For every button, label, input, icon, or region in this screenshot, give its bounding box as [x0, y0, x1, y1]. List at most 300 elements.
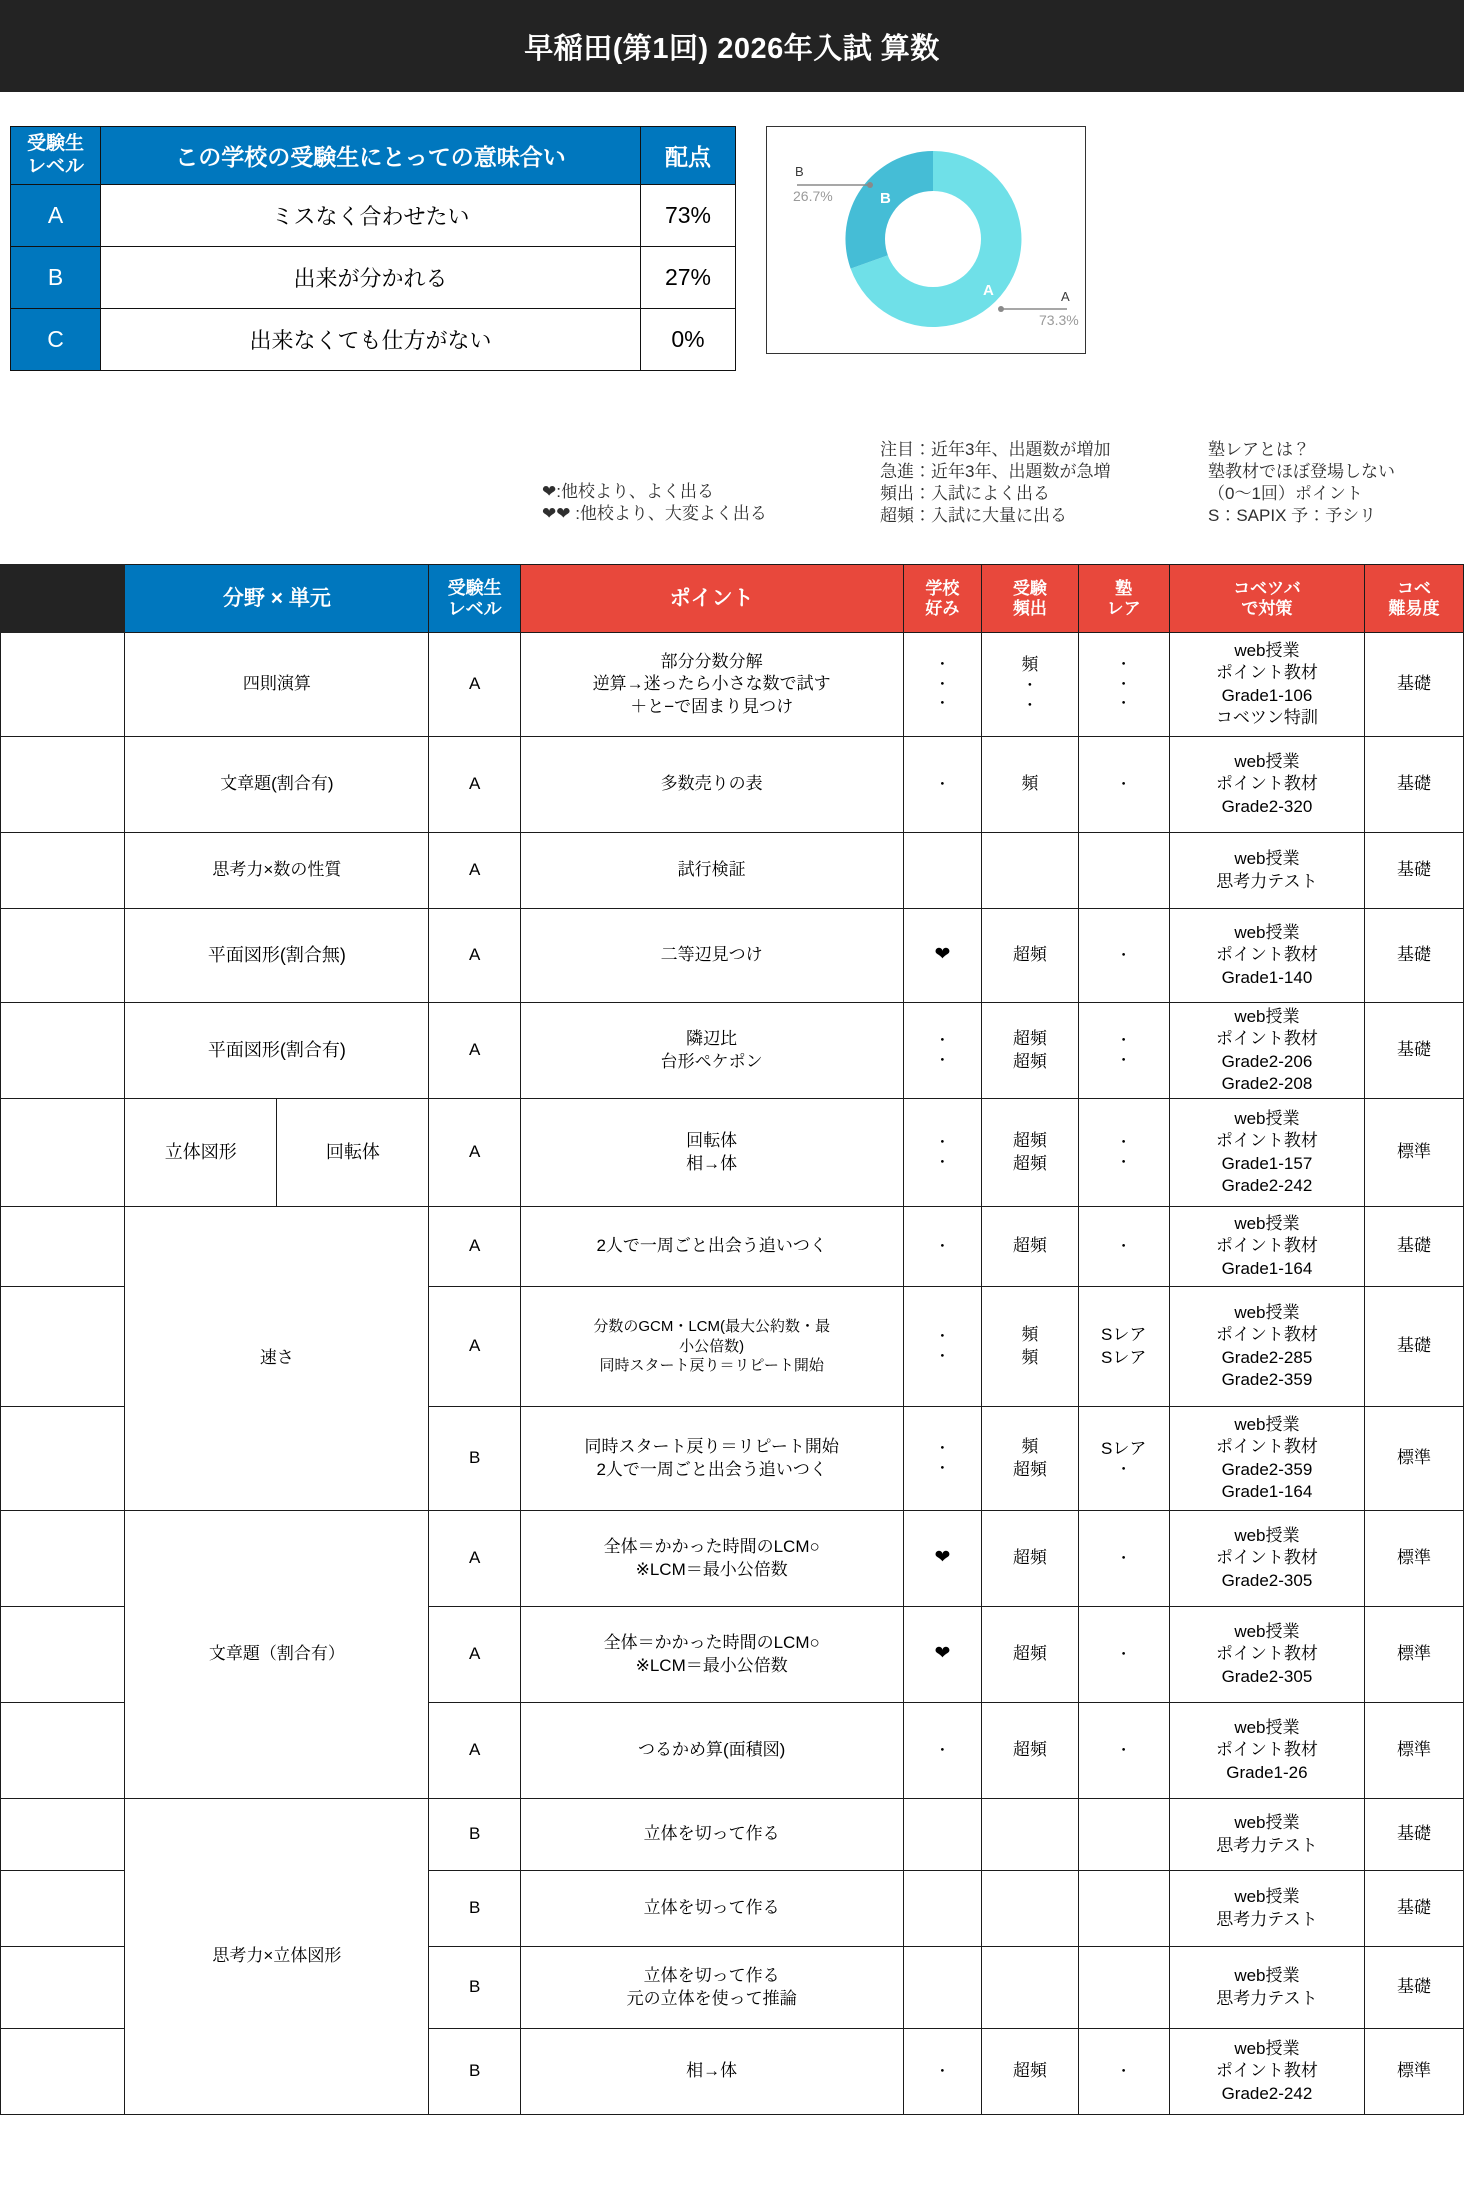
school-preference-line: ・ [934, 2062, 950, 2080]
kobetsuba-line: Grade1-164 [1221, 1481, 1313, 1501]
point-line: 相→体 [686, 2061, 738, 2081]
field-cell: 文章題（割合有） [125, 1511, 429, 1799]
kobetsuba-line: ポイント教材 [1215, 774, 1318, 794]
school-preference-cell [903, 1511, 982, 1607]
point-line: 同時スタート戻り＝リピート開始 [584, 1437, 839, 1457]
kobetsuba-line: Grade1-140 [1221, 967, 1313, 987]
kobetsuba-line: web授業 [1234, 1887, 1300, 1907]
callout-pct-a: 73.3% [1039, 312, 1079, 328]
juku-rare-cell [1078, 1287, 1169, 1407]
kobetsuba-measures-cell [1169, 909, 1364, 1003]
exam-frequency-line: 超頻 [1012, 1459, 1047, 1479]
meaning-cell-c: 出来なくても仕方がない [101, 309, 641, 371]
header-exam-frequency-line1: 受験 [1012, 579, 1047, 599]
school-preference-line: ・ [934, 1134, 950, 1151]
slice-inner-label-a: A [983, 282, 994, 299]
exam-frequency-cell [982, 1947, 1078, 2029]
field-cell: 四則演算 [125, 633, 429, 737]
kobetsuba-line: web授業 [1234, 923, 1300, 943]
question-number-cell: 1番(2) [1, 737, 125, 833]
exam-level-cell: A [429, 633, 520, 737]
point-line: 相→体 [686, 1153, 738, 1173]
callout-label-a: A [1061, 289, 1070, 304]
level-meaning-table [10, 126, 736, 371]
level-header-line1: 受験生 [26, 133, 84, 155]
point-line: ＋と−で固まり見つけ [630, 696, 794, 716]
donut-svg [767, 127, 1085, 353]
kobe-difficulty-cell: 基礎 [1365, 1003, 1464, 1099]
question-no-line2: 頂点 [45, 1909, 80, 1929]
point-line: 二等辺見つけ [660, 945, 763, 965]
field-cell: 速さ [125, 1207, 429, 1511]
score-cell-a: 73% [641, 185, 736, 247]
juku-rare-line: ・ [1116, 1549, 1132, 1567]
callout-dot-a [998, 306, 1004, 312]
juku-rare-cell [1078, 1607, 1169, 1703]
meaning-cell-a: ミスなく合わせたい [101, 185, 641, 247]
point-line: ※LCM＝最小公倍数 [635, 1559, 788, 1579]
exam-frequency-line: 超頻 [1012, 2061, 1047, 2081]
kobetsuba-line: ポイント教材 [1215, 663, 1318, 683]
school-preference-cell [903, 1407, 982, 1511]
kobetsuba-measures-cell [1169, 1003, 1364, 1099]
point-line: 試行検証 [677, 860, 746, 880]
point-cell [520, 1703, 903, 1799]
point-line: 立体を切って作る [643, 1824, 780, 1844]
frequency-legend-line3: 頻出：入試によく出る [880, 484, 1050, 504]
donut-hole [885, 191, 981, 287]
level-table-header-score: 配点 [641, 127, 736, 185]
kobetsuba-line: web授業 [1234, 2039, 1300, 2059]
juku-rare-cell [1078, 1511, 1169, 1607]
header-kobetsuba-line1: コベツバ [1233, 579, 1301, 599]
frequency-legend [880, 439, 1110, 527]
exam-frequency-line: 頻 [1021, 1437, 1039, 1457]
juku-rare-cell [1078, 2029, 1169, 2115]
page-title: 早稲田(第1回) 2026年入試 算数 [524, 32, 940, 65]
exam-level-cell: A [429, 1607, 520, 1703]
kobetsuba-line: Grade1-164 [1221, 1258, 1313, 1278]
kobetsuba-line: ポイント教材 [1215, 2061, 1318, 2081]
field-cell: 平面図形(割合無) [125, 909, 429, 1003]
juku-rare-line: ・ [1116, 695, 1132, 713]
kobe-difficulty-cell: 標準 [1365, 1511, 1464, 1607]
kobetsuba-line: ポイント教材 [1215, 1029, 1318, 1049]
juku-rare-cell [1078, 1871, 1169, 1947]
kobetsuba-line: web授業 [1234, 752, 1300, 772]
point-line: 立体を切って作る [643, 1966, 780, 1986]
kobetsuba-line: ポイント教材 [1215, 1548, 1318, 1568]
school-preference-cell [903, 1871, 982, 1947]
exam-frequency-cell [982, 1607, 1078, 1703]
exam-level-cell: A [429, 1511, 520, 1607]
school-preference-line: ・ [934, 1237, 950, 1255]
kobetsuba-line: web授業 [1234, 849, 1300, 869]
field-cell: 立体図形 [125, 1099, 277, 1207]
school-preference-line: ・ [934, 695, 950, 713]
kobetsuba-line: web授業 [1234, 641, 1300, 661]
school-preference-line: ・ [934, 1328, 950, 1345]
kobetsuba-measures-cell [1169, 737, 1364, 833]
kobe-difficulty-cell: 基礎 [1365, 833, 1464, 909]
header-field-unit: 分野 × 単元 [125, 565, 429, 633]
table-row [1, 1511, 1464, 1607]
kobetsuba-measures-cell [1169, 833, 1364, 909]
exam-level-cell: A [429, 1703, 520, 1799]
school-preference-cell [903, 737, 982, 833]
heart-legend-line1: ❤:他校より、よく出る [542, 482, 714, 501]
callout-dot-b [867, 182, 873, 188]
kobetsuba-line: web授業 [1234, 1415, 1300, 1435]
point-line: ※LCM＝最小公倍数 [635, 1655, 788, 1675]
point-line: 台形ペケポン [660, 1051, 763, 1071]
level-table-header-level [11, 127, 101, 185]
kobe-difficulty-cell: 標準 [1365, 2029, 1464, 2115]
rare-legend-line4: S：SAPIX 予：予シリ [1208, 506, 1377, 526]
header-kobe-difficulty-line2: 難易度 [1388, 598, 1440, 618]
kobetsuba-line: Grade2-305 [1221, 1570, 1313, 1590]
point-cell [520, 1099, 903, 1207]
kobetsuba-line: ポイント教材 [1215, 945, 1318, 965]
exam-frequency-line: 超頻 [1012, 1548, 1047, 1568]
question-number-cell: 3番(2) [1, 1287, 125, 1407]
kobe-difficulty-cell: 標準 [1365, 1607, 1464, 1703]
kobetsuba-line: ポイント教材 [1215, 1325, 1318, 1345]
juku-rare-line: ・ [1116, 656, 1132, 674]
kobetsuba-line: Grade1-106 [1221, 685, 1313, 705]
header-kobetsuba-line2: で対策 [1241, 598, 1293, 618]
juku-rare-cell [1078, 633, 1169, 737]
juku-rare-line: ・ [1116, 946, 1132, 964]
school-preference-line: ・ [934, 1032, 950, 1049]
frequency-legend-line2: 急進：近年3年、出題数が急増 [880, 462, 1111, 482]
kobetsuba-line: Grade2-242 [1221, 1175, 1313, 1195]
point-line: つるかめ算(面積図) [638, 1740, 786, 1760]
kobetsuba-line: web授業 [1234, 1718, 1300, 1738]
kobetsuba-line: web授業 [1234, 1526, 1300, 1546]
main-table-body [1, 633, 1464, 2115]
exam-frequency-line: 頻 [1021, 654, 1039, 674]
header-juku-rare-line2: レア [1106, 598, 1141, 618]
school-preference-cell [903, 1947, 982, 2029]
field-cell: 文章題(割合有) [125, 737, 429, 833]
exam-level-cell: A [429, 1207, 520, 1287]
score-cell-b: 27% [641, 247, 736, 309]
kobetsuba-measures-cell [1169, 1607, 1364, 1703]
exam-frequency-cell [982, 1871, 1078, 1947]
point-cell [520, 909, 903, 1003]
point-line: 全体＝かかった時間のLCM○ [603, 1633, 820, 1653]
exam-frequency-line: 超頻 [1012, 945, 1047, 965]
kobetsuba-line: web授業 [1234, 1622, 1300, 1642]
kobetsuba-measures-cell [1169, 1511, 1364, 1607]
table-row [11, 309, 736, 371]
juku-rare-cell [1078, 909, 1169, 1003]
exam-frequency-line: 超頻 [1012, 1236, 1047, 1256]
juku-rare-line: ・ [1116, 2062, 1132, 2080]
juku-rare-line: ・ [1116, 1134, 1132, 1151]
school-preference-cell [903, 833, 982, 909]
point-cell [520, 833, 903, 909]
field-cell: 平面図形(割合有) [125, 1003, 429, 1099]
kobe-difficulty-cell: 標準 [1365, 1099, 1464, 1207]
table-row [1, 1207, 1464, 1287]
kobetsuba-line: web授業 [1234, 1303, 1300, 1323]
kobetsuba-line: Grade2-359 [1221, 1459, 1313, 1479]
header-kobetsuba-measures [1169, 565, 1364, 633]
kobetsuba-line: ポイント教材 [1215, 1644, 1318, 1664]
question-number-cell: 2番(1) [1, 909, 125, 1003]
level-table-header-meaning: この学校の受験生にとっての意味合い [101, 127, 641, 185]
kobe-difficulty-cell: 基礎 [1365, 1871, 1464, 1947]
juku-rare-cell [1078, 1799, 1169, 1871]
point-cell [520, 1511, 903, 1607]
kobe-difficulty-cell: 基礎 [1365, 1207, 1464, 1287]
point-line: 立体を切って作る [643, 1898, 780, 1918]
table-row [1, 633, 1464, 737]
kobetsuba-measures-cell [1169, 1703, 1364, 1799]
exam-frequency-line: ・ [1022, 677, 1038, 695]
header-exam-frequency-line2: 頻出 [1012, 598, 1047, 618]
callout-pct-b: 26.7% [793, 188, 833, 204]
school-preference-cell [903, 1703, 982, 1799]
school-preference-line: ・ [934, 1153, 950, 1171]
point-line: 部分分数分解 [660, 652, 763, 672]
kobetsuba-line: web授業 [1234, 1109, 1300, 1129]
exam-frequency-cell [982, 909, 1078, 1003]
question-no-line2: 辺 [54, 1988, 72, 2008]
school-preference-line: ❤ [934, 1643, 951, 1665]
question-no-line1: 5番(2) [39, 1887, 87, 1907]
kobetsuba-line: Grade2-285 [1221, 1347, 1313, 1367]
question-number-cell: 1番(1) [1, 633, 125, 737]
exam-level-cell: A [429, 737, 520, 833]
juku-rare-line: Sレア [1101, 1438, 1147, 1458]
point-line: 全体＝かかった時間のLCM○ [603, 1537, 820, 1557]
rare-legend-line2: 塾教材でほぼ登場しない [1208, 462, 1395, 482]
school-preference-line: ・ [934, 1741, 950, 1759]
header-exam-level-line2: レベル [447, 598, 502, 619]
kobetsuba-line: 思考力テスト [1216, 1835, 1318, 1855]
juku-rare-cell [1078, 1207, 1169, 1287]
school-preference-line: ❤ [934, 944, 951, 966]
kobe-difficulty-cell: 基礎 [1365, 737, 1464, 833]
question-analysis-table [0, 564, 1464, 2115]
header-exam-level-line1: 受験生 [447, 578, 502, 599]
point-line: 元の立体を使って推論 [626, 1988, 797, 2008]
kobe-difficulty-cell: 基礎 [1365, 1287, 1464, 1407]
exam-level-cell: B [429, 1799, 520, 1871]
school-preference-line: ❤ [934, 1547, 951, 1569]
slice-inner-label-b: B [880, 190, 891, 207]
juku-rare-cell [1078, 1099, 1169, 1207]
school-preference-line: ・ [934, 656, 950, 674]
exam-level-cell: A [429, 1003, 520, 1099]
title-bar [0, 0, 1464, 92]
rare-legend-line3: （0〜1回）ポイント [1208, 484, 1363, 504]
school-preference-cell [903, 1799, 982, 1871]
meaning-cell-b: 出来が分かれる [101, 247, 641, 309]
table-row [11, 247, 736, 309]
kobetsuba-line: 思考力テスト [1216, 871, 1318, 891]
question-number-cell: 5番(1) [1, 1799, 125, 1871]
exam-frequency-line: 超頻 [1012, 1131, 1047, 1151]
kobetsuba-line: 思考力テスト [1216, 1909, 1318, 1929]
kobetsuba-measures-cell [1169, 633, 1364, 737]
exam-frequency-cell [982, 1287, 1078, 1407]
kobe-difficulty-cell: 標準 [1365, 1703, 1464, 1799]
point-cell [520, 1607, 903, 1703]
kobetsuba-line: web授業 [1234, 1813, 1300, 1833]
kobetsuba-measures-cell [1169, 1287, 1364, 1407]
kobetsuba-measures-cell [1169, 1099, 1364, 1207]
header-exam-frequency [982, 565, 1078, 633]
exam-frequency-cell [982, 1511, 1078, 1607]
header-corner-blank [1, 565, 125, 633]
question-number-cell: 4番(3) [1, 1703, 125, 1799]
juku-rare-line: Sレア [1101, 1347, 1147, 1367]
juku-rare-cell [1078, 833, 1169, 909]
header-point: ポイント [520, 565, 903, 633]
header-kobe-difficulty [1365, 565, 1464, 633]
heart-legend [542, 481, 767, 525]
rare-legend-line1: 塾レアとは？ [1208, 440, 1310, 459]
kobe-difficulty-cell: 基礎 [1365, 1799, 1464, 1871]
kobe-difficulty-cell: 基礎 [1365, 1947, 1464, 2029]
kobetsuba-measures-cell [1169, 2029, 1364, 2115]
field-cell: 思考力×数の性質 [125, 833, 429, 909]
question-number-cell [1, 1947, 125, 2029]
score-distribution-donut-chart [766, 126, 1086, 354]
point-line: 2人で一周ごと出会う追いつく [596, 1459, 827, 1479]
rare-legend [1208, 439, 1395, 527]
kobetsuba-line: ポイント教材 [1215, 1740, 1318, 1760]
exam-frequency-cell [982, 1407, 1078, 1511]
exam-frequency-cell [982, 1703, 1078, 1799]
level-table-header-row [11, 127, 736, 185]
callout-label-b: B [795, 164, 804, 179]
table-row [1, 1099, 1464, 1207]
exam-frequency-line: 超頻 [1012, 1740, 1047, 1760]
kobetsuba-measures-cell [1169, 1799, 1364, 1871]
school-preference-cell [903, 2029, 982, 2115]
header-juku-rare-line1: 塾 [1115, 579, 1133, 599]
juku-rare-cell [1078, 1003, 1169, 1099]
frequency-legend-line1: 注目：近年3年、出題数が増加 [880, 440, 1111, 459]
kobetsuba-measures-cell [1169, 1407, 1364, 1511]
kobetsuba-line: コベツン特訓 [1215, 707, 1318, 727]
table-row [1, 1799, 1464, 1871]
kobetsuba-line: Grade1-157 [1221, 1153, 1313, 1173]
table-row [1, 833, 1464, 909]
juku-rare-line: ・ [1116, 1032, 1132, 1049]
juku-rare-cell [1078, 1703, 1169, 1799]
school-preference-cell [903, 1099, 982, 1207]
table-row [1, 1003, 1464, 1099]
kobetsuba-measures-cell [1169, 1207, 1364, 1287]
main-table-header-row [1, 565, 1464, 633]
question-number-cell: 1番(3) [1, 833, 125, 909]
exam-level-cell: A [429, 833, 520, 909]
kobetsuba-line: Grade2-206 [1221, 1051, 1313, 1071]
point-cell [520, 1947, 903, 2029]
header-school-preference-line1: 学校 [925, 579, 960, 599]
header-school-preference-line2: 好み [925, 598, 960, 618]
header-juku-rare [1078, 565, 1169, 633]
exam-level-cell: A [429, 909, 520, 1003]
table-row [11, 185, 736, 247]
level-table-body [11, 185, 736, 371]
school-preference-cell [903, 1003, 982, 1099]
juku-rare-line: ・ [1116, 1645, 1132, 1663]
point-cell [520, 1207, 903, 1287]
header-school-preference [903, 565, 982, 633]
level-cell-c: C [11, 309, 101, 371]
point-line: 分数のGCM・LCM(最大公約数・最 [593, 1318, 831, 1336]
exam-frequency-cell [982, 1799, 1078, 1871]
question-number-cell: 2番(3) [1, 1099, 125, 1207]
exam-frequency-cell [982, 2029, 1078, 2115]
kobetsuba-line: Grade2-208 [1221, 1073, 1313, 1093]
top-section [0, 92, 1464, 371]
level-header-line2: レベル [26, 155, 84, 177]
kobetsuba-line: Grade2-242 [1221, 2083, 1313, 2103]
exam-frequency-cell [982, 833, 1078, 909]
point-line: 回転体 [686, 1131, 738, 1151]
kobetsuba-line: Grade1-26 [1226, 1762, 1308, 1782]
school-preference-cell [903, 1207, 982, 1287]
point-cell [520, 1871, 903, 1947]
kobe-difficulty-cell: 基礎 [1365, 909, 1464, 1003]
exam-level-cell: A [429, 1287, 520, 1407]
question-number-cell: 5番(3) [1, 2029, 125, 2115]
unit-cell: 回転体 [277, 1099, 429, 1207]
kobe-difficulty-cell: 基礎 [1365, 633, 1464, 737]
point-line: 逆算→迷ったら小さな数で試す [592, 674, 831, 694]
kobetsuba-line: ポイント教材 [1215, 1131, 1318, 1151]
exam-frequency-line: 超頻 [1012, 1029, 1047, 1049]
school-preference-cell [903, 909, 982, 1003]
juku-rare-line: ・ [1116, 1741, 1132, 1759]
school-preference-line: ・ [934, 1459, 950, 1477]
kobetsuba-line: ポイント教材 [1215, 1437, 1318, 1457]
question-number-cell: 2番(2) [1, 1003, 125, 1099]
exam-frequency-cell [982, 737, 1078, 833]
kobetsuba-line: web授業 [1234, 1966, 1300, 1986]
legend-notes [0, 429, 1464, 564]
level-cell-a: A [11, 185, 101, 247]
header-exam-level [429, 565, 520, 633]
question-number-cell: 4番(1) [1, 1511, 125, 1607]
exam-level-cell: B [429, 1871, 520, 1947]
exam-frequency-cell [982, 633, 1078, 737]
question-number-cell: 4番(2) [1, 1607, 125, 1703]
exam-frequency-cell [982, 1207, 1078, 1287]
table-row [1, 737, 1464, 833]
point-line: 多数売りの表 [660, 774, 763, 794]
kobetsuba-line: web授業 [1234, 1214, 1300, 1234]
table-row [1, 909, 1464, 1003]
exam-frequency-cell [982, 1099, 1078, 1207]
school-preference-cell [903, 1607, 982, 1703]
exam-level-cell: B [429, 2029, 520, 2115]
score-cell-c: 0% [641, 309, 736, 371]
question-number-cell: 3番(1) [1, 1207, 125, 1287]
juku-rare-line: ・ [1116, 1051, 1132, 1069]
school-preference-cell [903, 633, 982, 737]
field-cell: 思考力×立体図形 [125, 1799, 429, 2115]
exam-level-cell: A [429, 1099, 520, 1207]
